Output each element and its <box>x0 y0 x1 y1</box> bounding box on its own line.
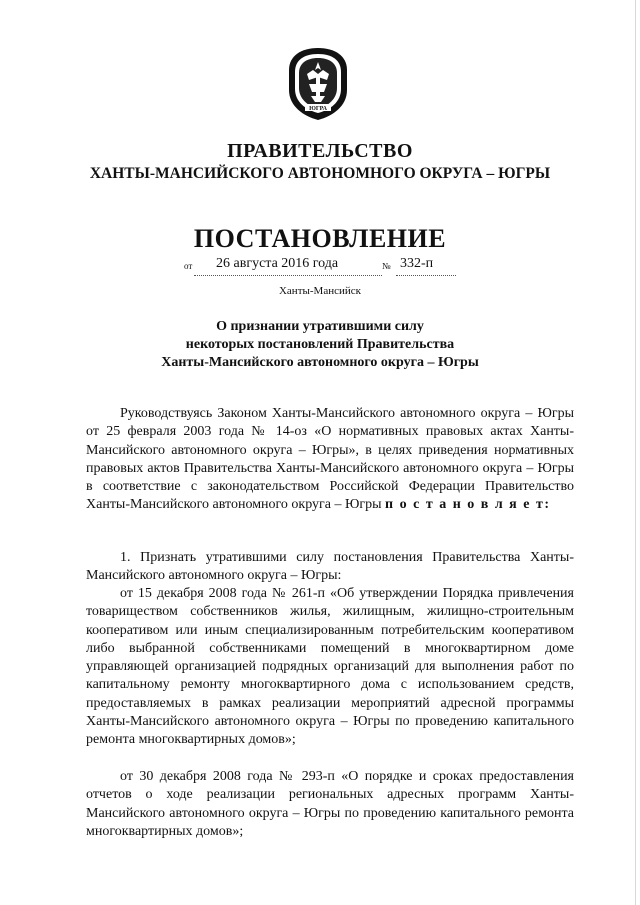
date-number-row <box>160 256 460 280</box>
document-title <box>0 318 640 372</box>
number-underline <box>396 275 456 276</box>
title-line-2: некоторых постановлений Правительства <box>185 337 455 352</box>
document-date: 26 августа 2016 года <box>216 256 339 271</box>
city-label: Ханты-Мансийск <box>278 285 361 297</box>
item-1-paragraph: 1. Признать утратившими силу постановления Правительства Ханты-Мансийского автономного округа – Югры: <box>86 550 574 584</box>
subitem-1-paragraph: от 15 декабря 2008 года № 261-п «Об утверждении Порядка привлечения товариществом собственников жилья, жилищным, жилищно-строительным кооперативом или иным специализированным потребительским кооперативом либо выбранной собственниками помещений в многоквартирном доме управляющей организацией подрядных организаций для выполнения работ по капитальному ремонту многоквартирного дома с использованием средств, предоставляемых в рамках реализации мероприятий адресной программы Ханты-Мансийского автономного округа – Югры по проведению капитального ремонта многоквартирных домов»; <box>86 586 574 748</box>
preamble-text: Руководствуясь Законом Ханты-Мансийского автономного округа – Югры от 25 февраля 2003 года № 14-оз «О нормативных правовых актах Ханты-Мансийского автономного округа – Югры», в целях приведения нормативных правовых актов Правительства Ханты-Мансийского автономного округа – Югры в соответствие с законодательством Российской Федерации Правительство Ханты-Мансийского автономного округа – Югры <box>86 406 574 513</box>
government-heading: ПРАВИТЕЛЬСТВО <box>227 140 413 162</box>
title-line-3: Ханты-Мансийского автономного округа – Югры <box>161 355 479 370</box>
number-prefix-label: № <box>382 261 391 271</box>
document-number: 332-п <box>400 256 434 271</box>
region-heading: ХАНТЫ-МАНСИЙСКОГО АВТОНОМНОГО ОКРУГА – ЮГРЫ <box>89 165 551 182</box>
coat-of-arms-emblem <box>283 46 353 122</box>
date-underline <box>194 275 382 276</box>
svg-text:ЮГРА: ЮГРА <box>309 106 327 112</box>
preamble-paragraph <box>86 405 574 515</box>
document-type-heading: ПОСТАНОВЛЕНИЕ <box>193 224 447 253</box>
title-line-1: О признании утратившими силу <box>216 319 424 334</box>
date-prefix-label: от <box>184 261 193 271</box>
page-edge <box>635 0 636 905</box>
decides-word: п о с т а н о в л я е т: <box>385 497 551 513</box>
subitem-2-paragraph: от 30 декабря 2008 года № 293-п «О порядке и сроках предоставления отчетов о ходе реализации региональных адресных программ Ханты-Мансийского автономного округа – Югры по проведению капитального ремонта многоквартирных домов»; <box>86 769 574 839</box>
